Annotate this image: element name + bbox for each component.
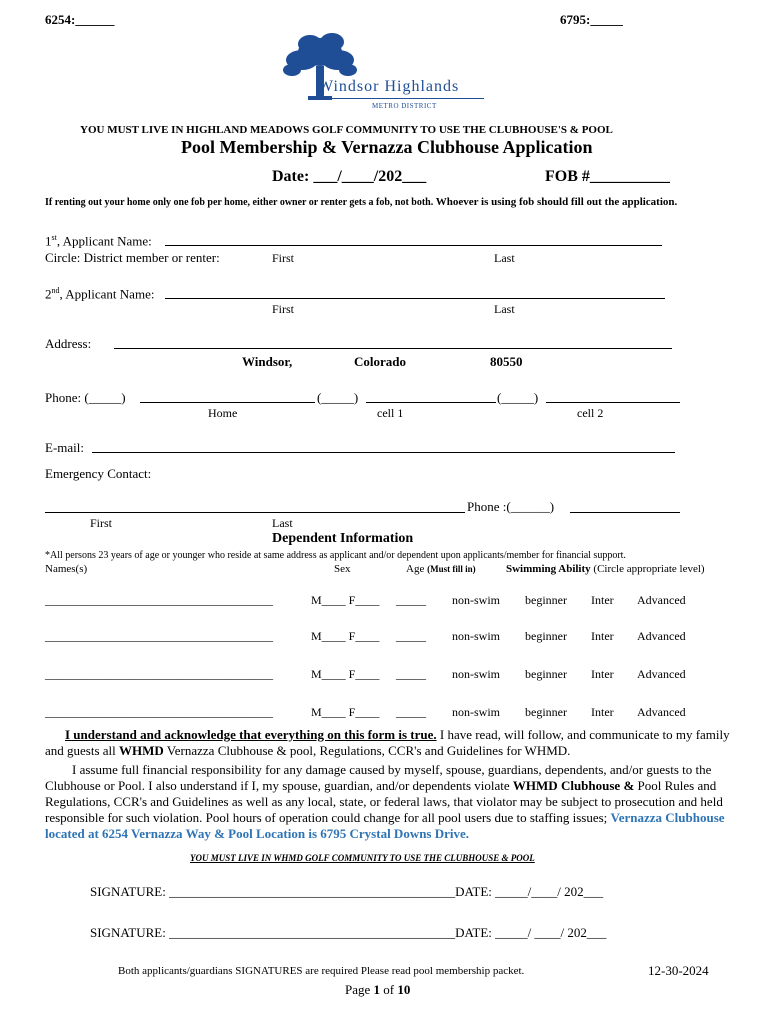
applicant2-sup: nd [51,286,60,295]
swim-beginner[interactable]: beginner [525,705,567,719]
col-age-label: Age [406,563,425,575]
agreement-p2-b: Pool Rules and Regulations, CCR's and Guidelines as well as any local, state, or federal laws, that violator may be subject to prosecution and held responsible for such violation. Pool hours of operation could change for all pool users due to staffing issues; [45,778,723,825]
address-state: Colorado [354,354,406,369]
col-sex: Sex [334,563,351,575]
dependent-heading: Dependent Information [272,531,414,546]
agreement-heading: I understand and acknowledge that everything on this form is true. [65,727,437,742]
dependent-name-field[interactable]: ______________________________________ [45,629,273,643]
applicant2-last: Last [494,302,515,316]
emergency-phone: Phone :(______) [467,499,555,514]
agreement-p2-a: I assume full financial responsibility for any damage caused by myself, spouse, guardians, dependents, and/or guests to the Clubhouse or Pool. I also understand if I, my spouse, guardian, and/or dependents violate [45,762,712,793]
fob-line: FOB #__________ [545,168,670,185]
swim-nonswim[interactable]: non-swim [452,667,500,681]
renting-note [45,196,677,208]
signature-line-2[interactable]: SIGNATURE: ____________________________________________DATE: _____/ ____/ 202___ [90,925,607,940]
phone-cell2-label: cell 2 [577,406,604,420]
swim-inter[interactable]: Inter [591,705,614,719]
dependent-name-field[interactable]: ______________________________________ [45,667,273,681]
applicant2-rest: , Applicant Name: [59,286,155,302]
notice-top: YOU MUST LIVE IN HIGHLAND MEADOWS GOLF COMMUNITY TO USE THE CLUBHOUSE'S & POOL [80,124,613,136]
dependent-sex-field[interactable]: M____ F____ [311,667,380,681]
page-prefix: Page [345,982,374,997]
applicant1-circle: Circle: District member or renter: [45,250,220,265]
applicant2-num: 2 [45,286,52,302]
page-current: 1 [373,982,381,997]
renting-note-text: If renting out your home only one fob per home, either owner or renter gets a fob, not both. [45,197,434,208]
swim-inter[interactable]: Inter [591,629,614,643]
dependent-sex-field[interactable]: M____ F____ [311,629,380,643]
dependent-age-field[interactable]: _____ [396,593,426,607]
swim-beginner[interactable]: beginner [525,667,567,681]
applicant1-name-field[interactable] [165,245,662,246]
address-zip: 80550 [490,354,523,369]
col-swim-note: (Circle appropriate level) [593,563,705,575]
dependent-note: *All persons 23 years of age or younger who reside at same address as applicant and/or dependent upon applicants/member for financial support. [45,550,626,561]
swim-inter[interactable]: Inter [591,667,614,681]
phone-label: Phone: (_____) [45,390,126,405]
address-city: Windsor, [242,354,293,369]
applicant1-last: Last [494,251,515,265]
col-swim-label: Swimming Ability [506,563,591,575]
logo-divider [324,98,484,99]
dependent-age-field[interactable]: _____ [396,629,426,643]
applicant1-sup: st [51,233,57,242]
swim-beginner[interactable]: beginner [525,629,567,643]
dependent-age-field[interactable]: _____ [396,705,426,719]
swim-advanced[interactable]: Advanced [637,705,686,719]
date-line: Date: ___/____/202___ [272,168,427,185]
address-field[interactable] [114,348,672,349]
swim-nonswim[interactable]: non-swim [452,629,500,643]
emergency-first: First [90,516,113,530]
swim-advanced[interactable]: Advanced [637,667,686,681]
applicant2-name-field[interactable] [165,298,665,299]
applicant2-first: First [272,302,295,316]
dependent-sex-field[interactable]: M____ F____ [311,593,380,607]
fob-note-text: Whoever is using fob should fill out the application. [435,196,678,208]
page-of: of [380,982,398,997]
dependent-sex-field[interactable]: M____ F____ [311,705,380,719]
page-title: Pool Membership & Vernazza Clubhouse Application [181,137,593,157]
swim-inter[interactable]: Inter [591,593,614,607]
agreement-location: Vernazza Clubhouse located at 6254 Vernazza Way & Pool Location is 6795 Crystal Downs Drive. [45,810,725,841]
emergency-phone-field[interactable] [570,512,680,513]
agreement-paragraph-1 [45,727,735,759]
dependent-name-field[interactable]: ______________________________________ [45,705,273,719]
phone-home-field[interactable] [140,402,315,403]
notice-bottom: YOU MUST LIVE IN WHMD GOLF COMMUNITY TO USE THE CLUBHOUSE & POOL [190,853,535,863]
agreement-p1-b: Vernazza Clubhouse & pool, Regulations, CCR's and Guidelines for WHMD. [163,743,571,758]
swim-nonswim[interactable]: non-swim [452,593,500,607]
table-row [45,705,745,721]
phone-home-label: Home [208,406,238,420]
footer-note: Both applicants/guardians SIGNATURES are required Please read pool membership packet. [118,965,525,977]
swim-advanced[interactable]: Advanced [637,593,686,607]
agreement-p2-bold: WHMD Clubhouse & [512,778,635,793]
table-row [45,593,745,609]
address-label: Address: [45,336,92,351]
email-field[interactable] [92,452,675,453]
applicant1-rest: , Applicant Name: [56,233,152,249]
logo [280,30,500,115]
dependent-name-field[interactable]: ______________________________________ [45,593,273,607]
emergency-last: Last [272,516,293,530]
header-left-code: 6254:______ [45,12,115,27]
swim-advanced[interactable]: Advanced [637,629,686,643]
agreement-p1-whmd: WHMD [119,743,164,758]
col-swim [506,563,705,575]
agreement-paragraph-2 [45,762,735,842]
page-total: 10 [397,982,411,997]
applicant1-first: First [272,251,295,265]
footer-date: 12-30-2024 [648,963,709,978]
col-age-note: (Must fill in) [427,564,476,574]
swim-nonswim[interactable]: non-swim [452,705,500,719]
col-age [406,563,476,575]
table-row [45,667,745,683]
phone-cell2-field[interactable] [546,402,680,403]
logo-name: Windsor Highlands [318,78,460,95]
dependent-age-field[interactable]: _____ [396,667,426,681]
page-number [345,982,410,998]
phone-cell1-paren: (_____) [317,390,359,405]
agreement-p1-a: I have read, will follow, and communicate to my family and guests all [45,727,730,758]
swim-beginner[interactable]: beginner [525,593,567,607]
emergency-label: Emergency Contact: [45,466,152,481]
table-row [45,629,745,645]
header-right-code: 6795:_____ [560,12,623,27]
emergency-name-field[interactable] [45,512,465,513]
col-names: Names(s) [45,563,88,575]
logo-subtitle: METRO DISTRICT [372,102,437,110]
signature-line-1[interactable]: SIGNATURE: ____________________________________________DATE: _____/____/ 202___ [90,884,604,899]
email-label: E-mail: [45,440,84,455]
applicant1-num: 1 [45,233,52,249]
applicant1-label [45,233,152,249]
phone-cell1-label: cell 1 [377,406,404,420]
applicant2-label [45,286,154,302]
phone-cell2-paren: (_____) [497,390,539,405]
phone-cell1-field[interactable] [366,402,496,403]
